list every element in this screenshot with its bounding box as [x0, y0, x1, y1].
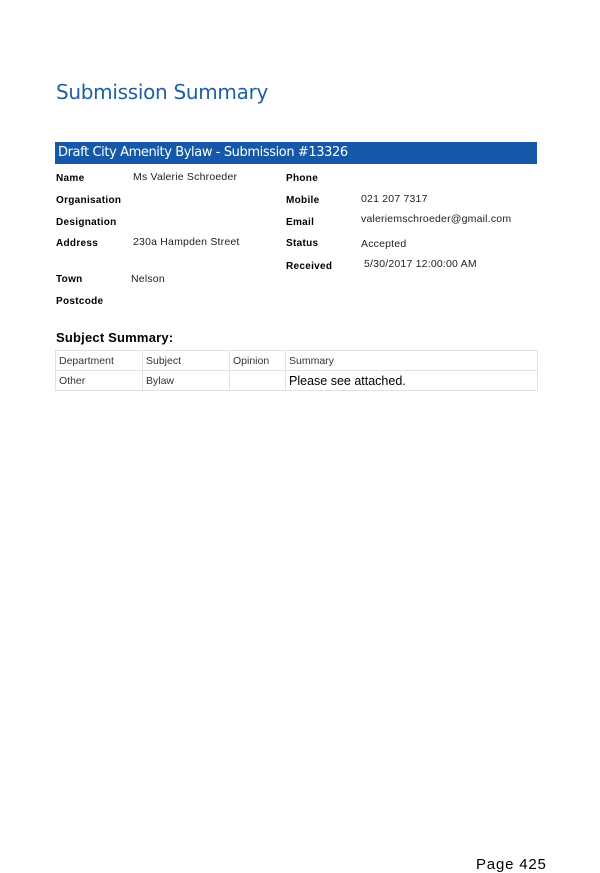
subject-cell: Bylaw: [143, 371, 230, 391]
address-value: 230a Hampden Street: [133, 236, 240, 248]
column-header-summary: Summary: [286, 351, 538, 371]
table-header-row: [56, 351, 538, 371]
received-label: Received: [286, 261, 333, 272]
subject-summary-heading: Subject Summary:: [56, 330, 174, 345]
page-title: Submission Summary: [56, 80, 269, 104]
page-number: Page 425: [476, 856, 547, 873]
column-header-department: Department: [56, 351, 143, 371]
email-label: Email: [286, 217, 315, 228]
summary-cell: Please see attached.: [286, 371, 538, 391]
subject-summary-table: [55, 350, 538, 391]
town-value: Nelson: [131, 273, 165, 285]
column-header-opinion: Opinion: [230, 351, 286, 371]
designation-label: Designation: [56, 217, 117, 228]
email-value: valeriemschroeder@gmail.com: [361, 213, 512, 225]
column-header-subject: Subject: [143, 351, 230, 371]
postcode-label: Postcode: [56, 296, 104, 307]
status-value: Accepted: [361, 238, 407, 250]
address-label: Address: [56, 238, 99, 249]
name-value: Ms Valerie Schroeder: [133, 171, 238, 183]
opinion-cell: [230, 371, 286, 391]
name-label: Name: [56, 173, 85, 184]
mobile-value: 021 207 7317: [361, 193, 428, 205]
organisation-label: Organisation: [56, 195, 122, 206]
submission-banner: Draft City Amenity Bylaw - Submission #13326: [55, 142, 537, 164]
phone-label: Phone: [286, 173, 319, 184]
table-row: [56, 371, 538, 391]
town-label: Town: [56, 274, 83, 285]
department-cell: Other: [56, 371, 143, 391]
status-label: Status: [286, 238, 319, 249]
mobile-label: Mobile: [286, 195, 320, 206]
received-value: 5/30/2017 12:00:00 AM: [364, 258, 477, 270]
